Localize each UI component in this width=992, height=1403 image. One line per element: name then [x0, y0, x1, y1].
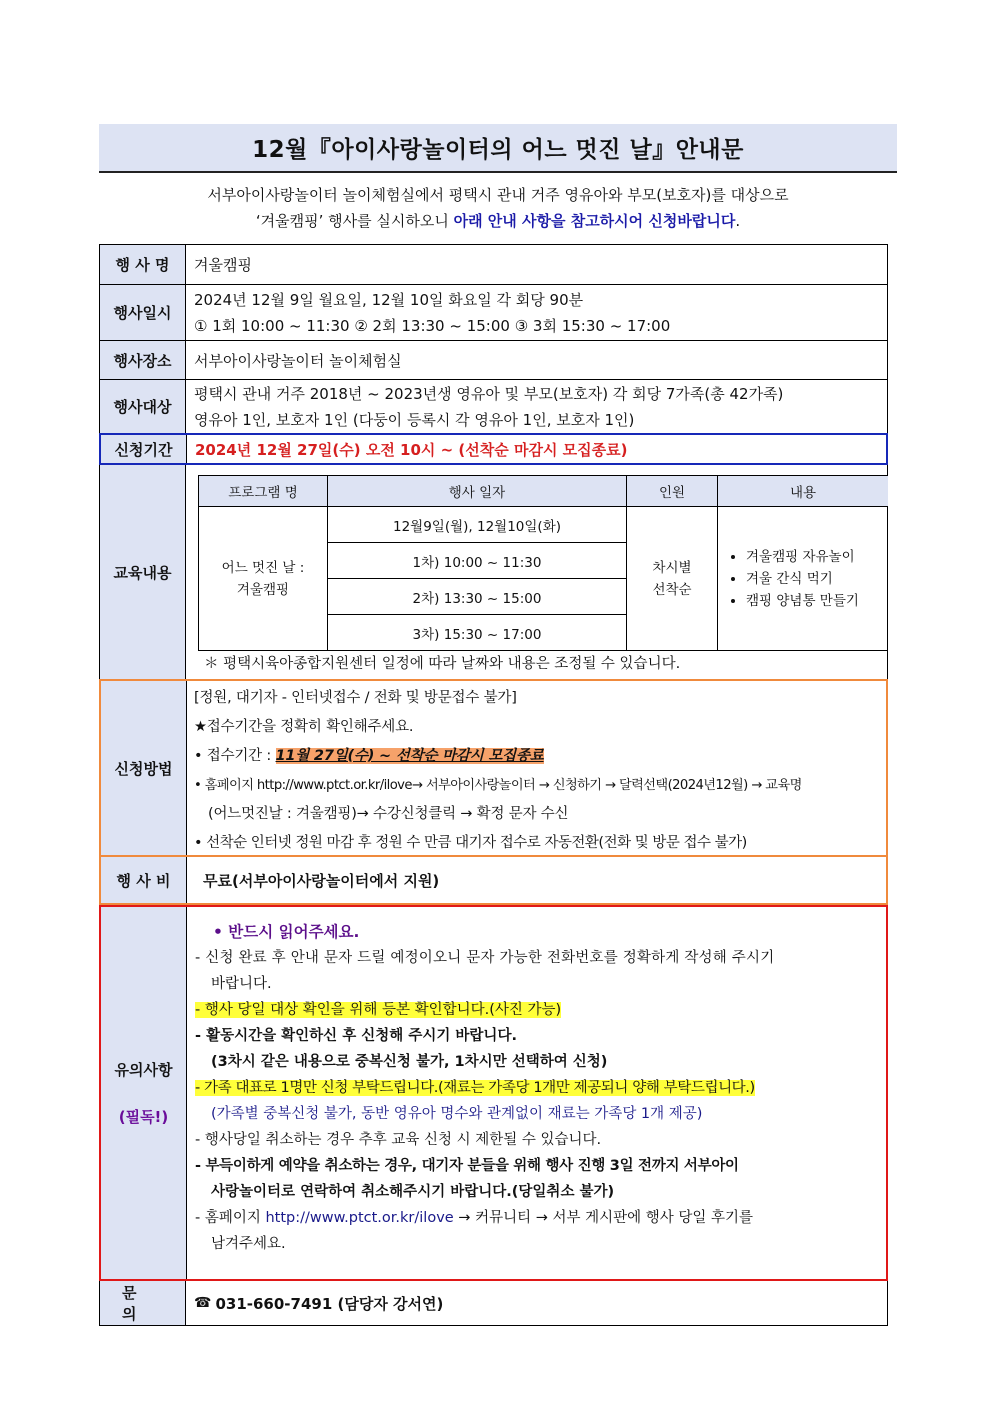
notes-line-6b: 사랑놀이터로 연락하여 취소해주시기 바랍니다.(당일취소 불가)	[211, 1184, 615, 1200]
label-education: 교육내용	[100, 465, 186, 679]
contact-number: 031-660-7491 (담당자 강서연)	[215, 1294, 444, 1313]
header-program: 프로그램 명	[199, 476, 328, 507]
row-fee	[99, 857, 888, 905]
intro-highlight: 아래 안내 사항을 참고하시어 신청바랍니다	[453, 212, 736, 230]
datetime-line-1: 2024년 12월 9일 월요일, 12월 10일 화요일 각 회당 90분	[194, 291, 584, 309]
content-item: • 캠핑 양념통 만들기	[746, 590, 887, 612]
label-contact: 문 의	[100, 1281, 186, 1325]
phone-icon: ☎	[194, 1295, 212, 1311]
notes-line-2-text: - 행사 당일 대상 확인을 위해 등본 확인합니다.(사진 가능)	[195, 1002, 562, 1018]
date-cell-1: 1차) 10:00 ~ 11:30	[328, 543, 627, 579]
method-period-label: • 접수기간 :	[194, 748, 276, 764]
program-table	[198, 475, 888, 651]
target-line-2: 영유아 1인, 보호자 1인 (다둥이 등록시 각 영유아 1인, 보호자 1인)	[194, 411, 635, 429]
row-education	[99, 465, 888, 679]
intro-line-1: 서부아이사랑놀이터 놀이체험실에서 평택시 관내 거주 영유아와 부모(보호자)를 대상으로	[207, 186, 789, 204]
method-line-3	[194, 742, 886, 771]
method-period-value: 11월 27일(수) ~ 선착순 마감시 모집종료	[275, 748, 544, 764]
notes-label-2: (필독!)	[118, 1108, 169, 1126]
method-line-6: • 선착순 인터넷 정원 마감 후 정원 수 만큼 대기자 접수로 자동전환(전화 및 방문 접수 불가)	[194, 835, 747, 851]
notes-line-4b: (가족별 중복신청 불가, 동반 영유아 명수와 관계없이 재료는 가족당 1개 제공)	[211, 1106, 703, 1122]
intro-text	[99, 182, 897, 234]
value-event-name: 겨울캠핑	[194, 256, 252, 274]
capacity-line-2: 선착순	[652, 581, 692, 598]
program-name-line-2: 겨울캠핑	[236, 581, 290, 598]
notes-line-6: - 부득이하게 예약을 취소하는 경우, 대기자 분들을 위해 행사 진행 3일 전까지 서부아이	[195, 1158, 739, 1174]
value-event-place: 서부아이사랑놀이터 놀이체험실	[194, 351, 402, 370]
program-name-cell	[199, 507, 328, 651]
notes-label-1: 유의사항	[114, 1061, 173, 1079]
method-line-1: [정원, 대기자 - 인터넷접수 / 전화 및 방문접수 불가]	[194, 690, 517, 706]
capacity-line-1: 차시별	[652, 559, 692, 576]
label-event-place: 행사장소	[100, 341, 186, 379]
capacity-cell	[627, 507, 718, 651]
label-event-datetime: 행사일시	[100, 285, 186, 340]
content-item: • 겨울 간식 먹기	[746, 568, 887, 590]
row-event-name	[99, 244, 888, 284]
label-event-name: 행 사 명	[100, 245, 186, 284]
notes-line-4-text: - 가족 대표로 1명만 신청 부탁드립니다.(재료는 가족당 1개만 제공되니 양해 부탁드립니다.)	[195, 1080, 755, 1096]
label-method: 신청방법	[101, 681, 187, 855]
row-contact	[99, 1281, 888, 1326]
notes-line-7-a: - 홈페이지	[195, 1210, 266, 1226]
content-item: • 겨울캠핑 자유놀이	[746, 546, 887, 568]
education-note: ＊ 평택시육아종합지원센터 일정에 따라 날짜와 내용은 조정될 수 있습니다.	[204, 656, 681, 672]
label-notes	[101, 907, 187, 1279]
value-event-target	[186, 380, 887, 433]
notes-line-3: - 활동시간을 확인하신 후 신청해 주시기 바랍니다.	[195, 1028, 517, 1044]
value-application-period: 2024년 12월 27일(수) 오전 10시 ~ (선착순 마감시 모집종료)	[195, 440, 628, 459]
notes-homepage-link[interactable]: http://www.ptct.or.kr/ilove	[265, 1210, 454, 1226]
value-education	[186, 465, 887, 679]
label-fee: 행 사 비	[101, 857, 187, 903]
intro-line-2-a: ‘겨울캠핑’ 행사를 실시하오니	[255, 212, 454, 230]
notes-line-5: - 행사당일 취소하는 경우 추후 교육 신청 시 제한될 수 있습니다.	[195, 1132, 602, 1148]
header-content: 내용	[718, 476, 889, 507]
method-line-4: • 홈페이지 http://www.ptct.or.kr/ilove→ 서부아이사랑놀이터 → 신청하기 → 달력선택(2024년12월) → 교육명	[194, 778, 802, 793]
date-cell-0: 12월9일(월), 12월10일(화)	[328, 507, 627, 543]
row-event-target	[99, 379, 888, 433]
row-method	[99, 679, 888, 857]
notes-line-1b: 바랍니다.	[211, 976, 272, 992]
label-event-target: 행사대상	[100, 380, 186, 433]
value-fee: 무료(서부아이사랑놀이터에서 지원)	[203, 871, 440, 890]
row-notes	[99, 905, 888, 1281]
date-cell-3: 3차) 15:30 ~ 17:00	[328, 615, 627, 651]
row-event-place	[99, 340, 888, 379]
header-capacity: 인원	[627, 476, 718, 507]
datetime-line-2: ① 1회 10:00 ~ 11:30 ② 2회 13:30 ~ 15:00 ③ 3회 15:30 ~ 17:00	[194, 317, 671, 335]
intro-line-2	[99, 208, 897, 234]
method-line-2: ★접수기간을 정확히 확인해주세요.	[194, 719, 414, 735]
method-line-5: (어느멋진날 : 겨울캠핑)→ 수강신청클릭 → 확정 문자 수신	[208, 806, 569, 822]
notes-line-2	[195, 997, 886, 1023]
notes-head: • 반드시 읽어주세요.	[213, 923, 360, 941]
notes-line-7-c: → 커뮤니티 → 서부 게시판에 행사 당일 후기를	[453, 1210, 753, 1226]
row-application-period	[99, 433, 888, 465]
value-notes	[187, 907, 886, 1279]
value-contact	[186, 1281, 887, 1325]
target-line-1: 평택시 관내 거주 2018년 ~ 2023년생 영유아 및 부모(보호자) 각 회당 7가족(총 42가족)	[194, 385, 784, 403]
date-cell-2: 2차) 13:30 ~ 15:00	[328, 579, 627, 615]
page-title: 12월『아이사랑놀이터의 어느 멋진 날』안내문	[99, 124, 897, 173]
content-cell	[718, 507, 889, 651]
notes-line-7d: 남겨주세요.	[211, 1236, 286, 1252]
program-name-line-1: 어느 멋진 날 :	[221, 559, 305, 576]
value-method	[187, 681, 886, 855]
notes-line-3b: (3차시 같은 내용으로 중복신청 불가, 1차시만 선택하여 신청)	[211, 1054, 608, 1070]
value-event-datetime	[186, 285, 887, 340]
label-application-period: 신청기간	[101, 435, 187, 463]
header-date: 행사 일자	[328, 476, 627, 507]
notes-line-1: - 신청 완료 후 안내 문자 드릴 예정이오니 문자 가능한 전화번호를 정확하게 작성해 주시기	[195, 950, 775, 966]
row-event-datetime	[99, 284, 888, 340]
notes-line-4	[195, 1075, 886, 1101]
content-list	[726, 546, 887, 612]
notes-line-7	[195, 1205, 886, 1231]
intro-line-2-c: .	[735, 212, 741, 230]
